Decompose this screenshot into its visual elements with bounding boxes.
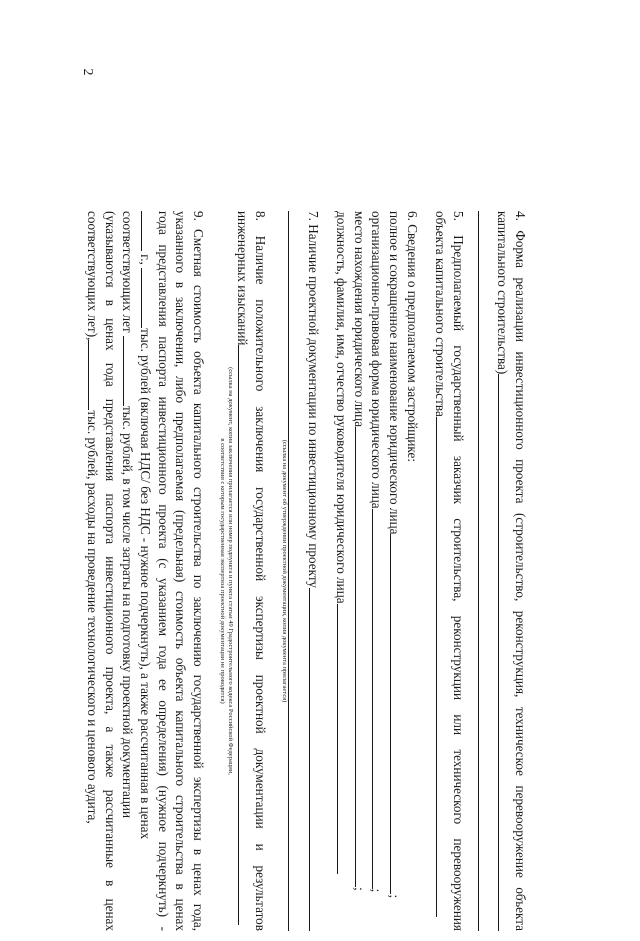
section-9 <box>84 211 207 931</box>
section-6-field-2-input[interactable] <box>372 509 385 889</box>
section-4 <box>478 211 529 931</box>
section-9-line-4 <box>137 211 155 931</box>
section-6-field-4-input[interactable] <box>337 604 350 874</box>
document-body <box>69 181 529 941</box>
section-6-field-4-label: должность, фамилия, имя, отчество руководителя юридического лица <box>334 211 350 604</box>
section-9-line-7 <box>84 211 102 931</box>
section-6-field-1-label: полное и сокращенное наименование юридического лица <box>387 211 403 535</box>
section-6-field-3-input[interactable] <box>355 427 368 887</box>
section-8-line-2-text: инженерных изысканий <box>235 211 251 346</box>
section-9-cost-input[interactable] <box>141 268 154 328</box>
section-9-line-6: (указываются в ценах года представления паспорта инвестиционного проекта, а также рассчитанные в ценах <box>102 211 118 931</box>
section-6-field-3-label: место нахождения юридического лица <box>351 211 367 428</box>
section-9-line-3: года представления паспорта инвестиционного проекта (с указанием года ее определения) (нужное подчеркнуть) - <box>155 211 171 931</box>
section-6-field-2-semicolon: ; <box>369 888 385 893</box>
section-9-line-4-text: тыс. рублей (включая НДС/ без НДС - нужное подчеркнуть), а также рассчитанная в ценах <box>138 328 154 840</box>
section-6-field-1-semicolon: ; <box>387 894 403 899</box>
section-6-field-2-label: организационно-правовая форма юридического лица <box>369 211 385 509</box>
section-5 <box>432 211 467 931</box>
section-5-line-2 <box>432 211 450 931</box>
section-9-cost-years-input[interactable] <box>124 336 137 406</box>
section-6-title: 6. Сведения о предполагаемом застройщике: <box>404 211 420 463</box>
section-9-line-7-lead: соответствующих лет), <box>85 211 101 341</box>
section-4-line-1: 4. Форма реализации инвестиционного проекта (строительство, реконструкция, техническое перевооружение объекта <box>513 211 528 931</box>
section-9-line-5-lead: соответствующих лет <box>120 211 136 333</box>
section-8-caption-2: в соответствии с которым государственная экспертиза проектной документации не проводится) <box>218 438 226 704</box>
section-6 <box>333 211 421 931</box>
section-8-caption-1: (ссылка на документ, копия заключения прилагается или номер подпункта и пункта статьи 49 Градостроительного кодекса Российской Федерации, <box>226 367 234 775</box>
section-9-line-7-text: тыс. рублей, расходы на проведение технологического и ценового аудита, <box>85 410 101 824</box>
section-5-line-1: 5. Предполагаемый государственный заказчик строительства, реконструкции или технического перевооружения <box>450 211 466 931</box>
section-6-field-3 <box>350 211 368 931</box>
section-7-fill-line[interactable] <box>309 588 322 931</box>
section-4-fill-line[interactable] <box>498 374 511 931</box>
section-9-line-1: 9. Сметная стоимость объекта капитального строительства по заключению государственной экспертизы в ценах года, <box>190 211 206 931</box>
section-6-field-2 <box>368 211 386 931</box>
section-9-year-suffix: г., <box>138 254 154 265</box>
section-7-title <box>304 211 322 931</box>
section-9-line-2: указанного в заключении, либо предполагаемая (предельная) стоимость объекта капитального строительства в ценах <box>173 211 189 931</box>
section-4-line-2-text: капитального строительства) <box>495 211 511 375</box>
section-4-blank-line[interactable] <box>478 211 494 931</box>
section-8-line-1: 8. Наличие положительного заключения государственной экспертизы проектной документации и результатов <box>253 211 269 931</box>
section-7 <box>280 211 322 931</box>
section-7-title-text: 7. Наличие проектной документации по инвестиционному проекту <box>305 211 321 589</box>
section-6-field-3-semicolon: ; <box>351 887 367 891</box>
section-7-caption: (ссылка на документ об утверждении проектной документации, копия документа прилагается) <box>281 439 289 703</box>
section-9-year-input[interactable] <box>141 211 154 251</box>
section-8-fill-line[interactable] <box>238 345 251 925</box>
section-9-design-cost-input[interactable] <box>88 340 101 410</box>
section-6-field-1 <box>385 211 403 931</box>
section-5-line-2-text: объекта капитального строительства <box>433 211 449 417</box>
section-8-line-2 <box>234 211 252 931</box>
page-number: 2 <box>80 68 95 76</box>
section-6-field-1-input[interactable] <box>390 534 403 894</box>
section-9-line-5 <box>119 211 137 931</box>
section-6-field-4 <box>333 211 351 931</box>
section-7-blank-line[interactable] <box>288 211 304 931</box>
section-4-line-2 <box>494 211 512 931</box>
section-9-line-5-text: тыс. рублей, в том числе затраты на подготовку проектной документации <box>120 406 136 819</box>
section-8 <box>218 211 269 931</box>
section-5-fill-line[interactable] <box>436 417 449 917</box>
